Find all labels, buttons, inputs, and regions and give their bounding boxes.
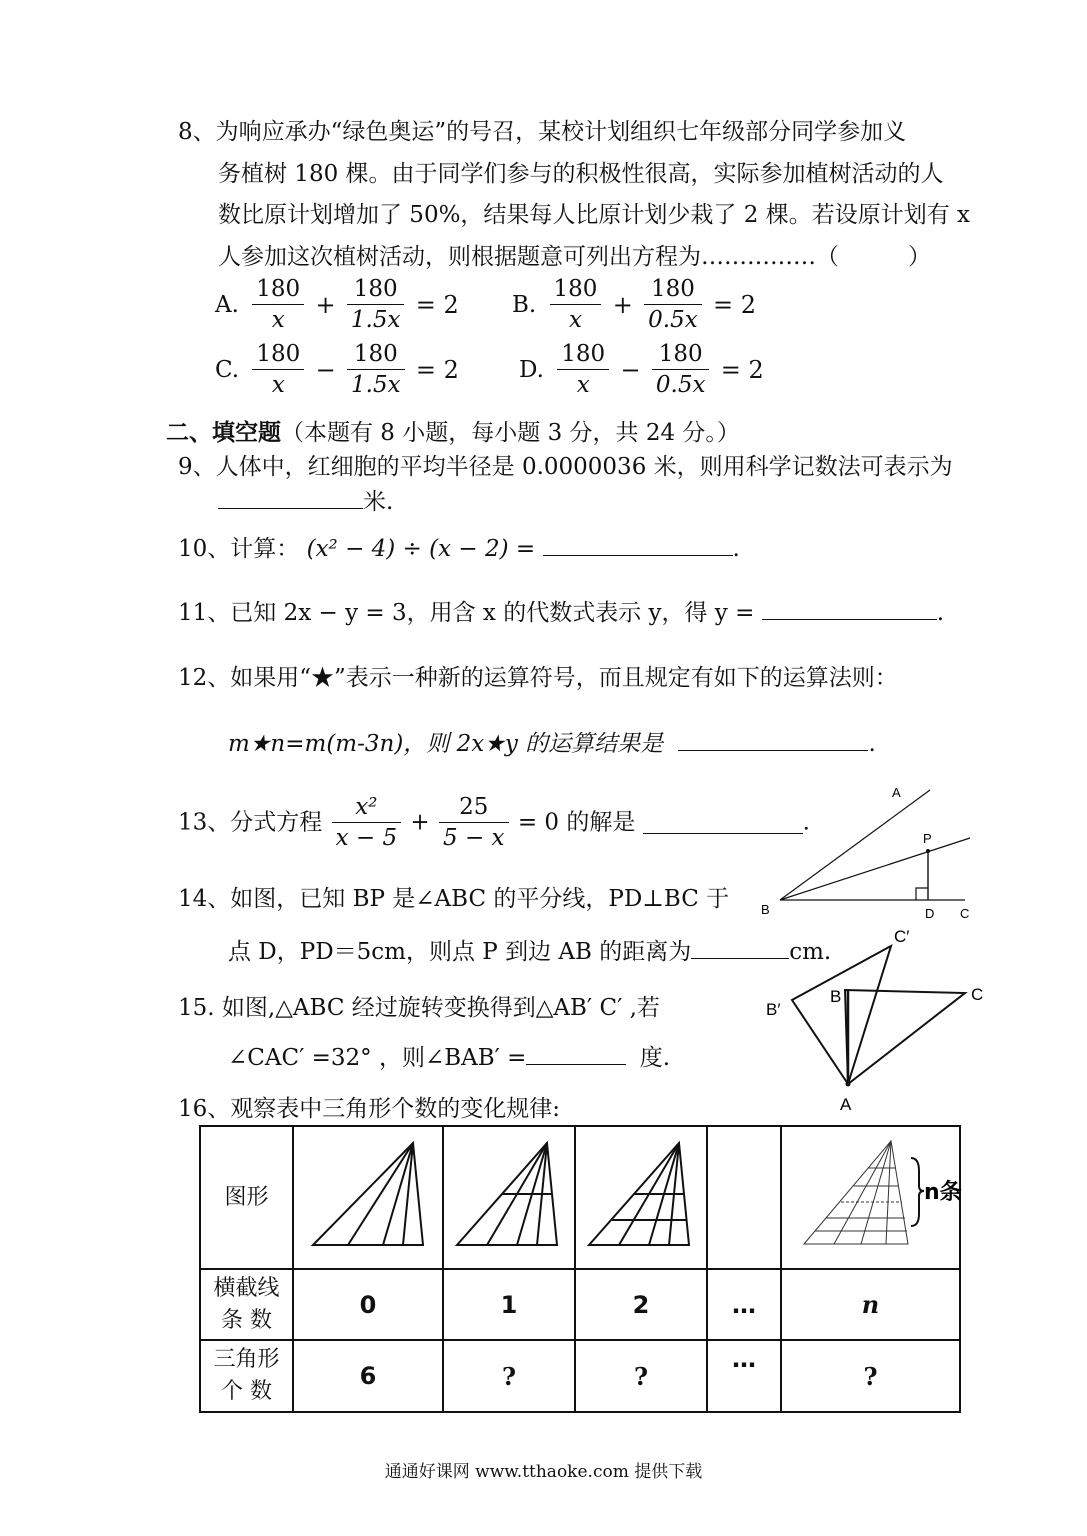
q10-prefix: 10、计算： xyxy=(178,536,300,562)
q9-unit: 米. xyxy=(363,489,394,515)
figure-cell-0 xyxy=(293,1126,443,1269)
q11-text: 11、已知 2x − y = 3，用含 x 的代数式表示 y，得 y = xyxy=(178,600,755,626)
q13-mid: = 0 的解是 xyxy=(517,809,636,836)
q15-text: ∠CAC′ =32° ，则∠BAB′ = xyxy=(228,1045,527,1071)
label-a: A xyxy=(892,785,901,800)
lines-cell: n xyxy=(781,1269,960,1340)
q15-unit: 度. xyxy=(639,1045,671,1071)
triangle-figure-2 xyxy=(584,1138,699,1253)
figure-cell-1 xyxy=(443,1126,575,1269)
rotation-figure xyxy=(760,920,1000,1120)
q13-prefix: 13、分式方程 xyxy=(178,809,323,836)
row-header-figure: 图形 xyxy=(200,1126,293,1269)
operator: − xyxy=(315,355,336,384)
q9-line1: 9、人体中，红细胞的平均半径是 0.0000036 米，则用科学记数法可表示为 xyxy=(178,454,953,480)
operator: + xyxy=(410,809,430,836)
option-label: A. xyxy=(215,291,239,318)
q14-unit: cm. xyxy=(789,939,832,965)
q8-line2: 务植树 180 棵。由于同学们参与的积极性很高，实际参加植树活动的人 xyxy=(218,161,944,187)
fraction: $\frac{\text{x²}}{x - 5}$ xyxy=(332,792,402,853)
table-row xyxy=(200,1340,960,1412)
fraction: $\frac{25}{5 - x}$ xyxy=(439,792,509,853)
angle-bisector-figure xyxy=(755,780,985,925)
header-line: 条 数 xyxy=(221,1307,272,1333)
brace-label: n条 xyxy=(923,1179,962,1205)
rhs: = 2 xyxy=(415,290,459,319)
q16-line1: 16、观察表中三角形个数的变化规律: xyxy=(178,1096,561,1122)
lines-cell: … xyxy=(707,1269,781,1340)
figure-cell-2 xyxy=(575,1126,707,1269)
label-c: C xyxy=(971,985,984,1004)
q8-line3: 数比原计划增加了 50%，结果每人比原计划少栽了 2 棵。若设原计划有 x xyxy=(218,202,970,228)
page-footer: 通通好课网 www.tthaoke.com 提供下载 xyxy=(384,1462,703,1482)
q11 xyxy=(178,597,944,628)
q14-text: 点 D，PD＝5cm，则点 P 到边 AB 的距离为 xyxy=(228,939,692,965)
q12-rule: m★n=m(m-3n)，则 2x★y 的运算结果是 xyxy=(228,731,664,757)
q12-line1: 12、如果用“★”表示一种新的运算符号，而且规定有如下的运算法则： xyxy=(178,665,898,691)
count-cell: … xyxy=(707,1340,781,1412)
row-header-lines xyxy=(200,1269,293,1340)
option-label: D. xyxy=(519,356,544,383)
fraction: $\frac{180}{1.5x}$ xyxy=(347,274,405,335)
count-cell: 6 xyxy=(293,1340,443,1412)
q9-answer-line xyxy=(218,486,393,517)
header-line: 个 数 xyxy=(221,1379,272,1404)
option-label: C. xyxy=(215,356,240,383)
count-cell: ? xyxy=(443,1340,575,1412)
rhs: = 2 xyxy=(720,355,764,384)
header-line: 三角形 xyxy=(213,1347,280,1372)
triangle-figure-0 xyxy=(308,1138,428,1253)
count-cell: ? xyxy=(575,1340,707,1412)
q8-option-c[interactable] xyxy=(215,339,461,400)
lines-cell: 2 xyxy=(575,1269,707,1340)
header-line: 横截线 xyxy=(213,1275,280,1301)
rhs: = 2 xyxy=(713,290,757,319)
q8-option-a[interactable] xyxy=(215,274,461,335)
operator: + xyxy=(612,290,633,319)
triangle-figure-1 xyxy=(452,1138,567,1253)
fraction: $\frac{180}{x}$ xyxy=(550,274,602,335)
triangle-pattern-table xyxy=(199,1125,961,1413)
q10-expression: (x² − 4) ÷ (x − 2) = xyxy=(306,536,536,562)
figure-cell-n xyxy=(781,1126,960,1269)
fraction: $\frac{180}{0.5x}$ xyxy=(644,274,702,335)
label-a: A xyxy=(840,1095,852,1114)
q15-line2 xyxy=(228,1042,670,1073)
table-row xyxy=(200,1269,960,1340)
label-b: B xyxy=(830,987,842,1006)
fraction: $\frac{180}{0.5x}$ xyxy=(652,339,710,400)
label-b-prime: B′ xyxy=(766,1000,781,1019)
q13 xyxy=(178,792,810,853)
q12-end: . xyxy=(868,731,876,757)
answer-blank[interactable] xyxy=(678,728,868,751)
answer-blank[interactable] xyxy=(762,597,937,620)
operator: + xyxy=(315,290,336,319)
answer-blank[interactable] xyxy=(526,1042,626,1065)
q8-line1: 8、为响应承办“绿色奥运”的号召，某校计划组织七年级部分同学参加义 xyxy=(178,119,907,145)
fraction: $\frac{180}{x}$ xyxy=(557,339,609,400)
row-header-triangles xyxy=(200,1340,293,1412)
label-d: D xyxy=(925,906,935,921)
q10-end: . xyxy=(732,536,740,562)
option-label: B. xyxy=(512,291,537,318)
fraction: $\frac{180}{x}$ xyxy=(252,274,304,335)
label-c-prime: C′ xyxy=(894,927,910,946)
table-row xyxy=(200,1126,960,1269)
q8-line4: 人参加这次植树活动，则根据题意可列出方程为……………（ ） xyxy=(218,244,931,270)
label-b: B xyxy=(761,902,770,917)
section-note: （本题有 8 小题，每小题 3 分，共 24 分。） xyxy=(281,420,740,446)
q14-line1: 14、如图，已知 BP 是∠ABC 的平分线，PD⊥BC 于 xyxy=(178,886,730,912)
lines-cell: 0 xyxy=(293,1269,443,1340)
q13-end: . xyxy=(802,809,810,836)
figure-cell-ellipsis xyxy=(707,1126,781,1269)
answer-blank[interactable] xyxy=(543,533,733,556)
count-cell: ? xyxy=(781,1340,960,1412)
answer-blank[interactable] xyxy=(218,486,363,509)
rhs: = 2 xyxy=(415,355,459,384)
q10 xyxy=(178,533,740,564)
q8-option-d[interactable] xyxy=(519,339,766,400)
q15-line1: 15. 如图,△ABC 经过旋转变换得到△AB′ C′ ,若 xyxy=(178,995,660,1021)
fraction: $\frac{180}{x}$ xyxy=(252,339,304,400)
label-c: C xyxy=(960,906,970,921)
section-heading xyxy=(166,418,740,448)
q12-line2 xyxy=(228,728,876,759)
lines-cell: 1 xyxy=(443,1269,575,1340)
operator: − xyxy=(620,355,641,384)
q11-end: . xyxy=(936,600,945,626)
q8-option-b[interactable] xyxy=(512,274,758,335)
label-p: P xyxy=(923,831,932,846)
section-title: 二、填空题 xyxy=(166,419,281,446)
triangle-figure-n xyxy=(786,1136,962,1256)
fraction: $\frac{180}{1.5x}$ xyxy=(347,339,405,400)
q14-line2 xyxy=(228,936,831,967)
